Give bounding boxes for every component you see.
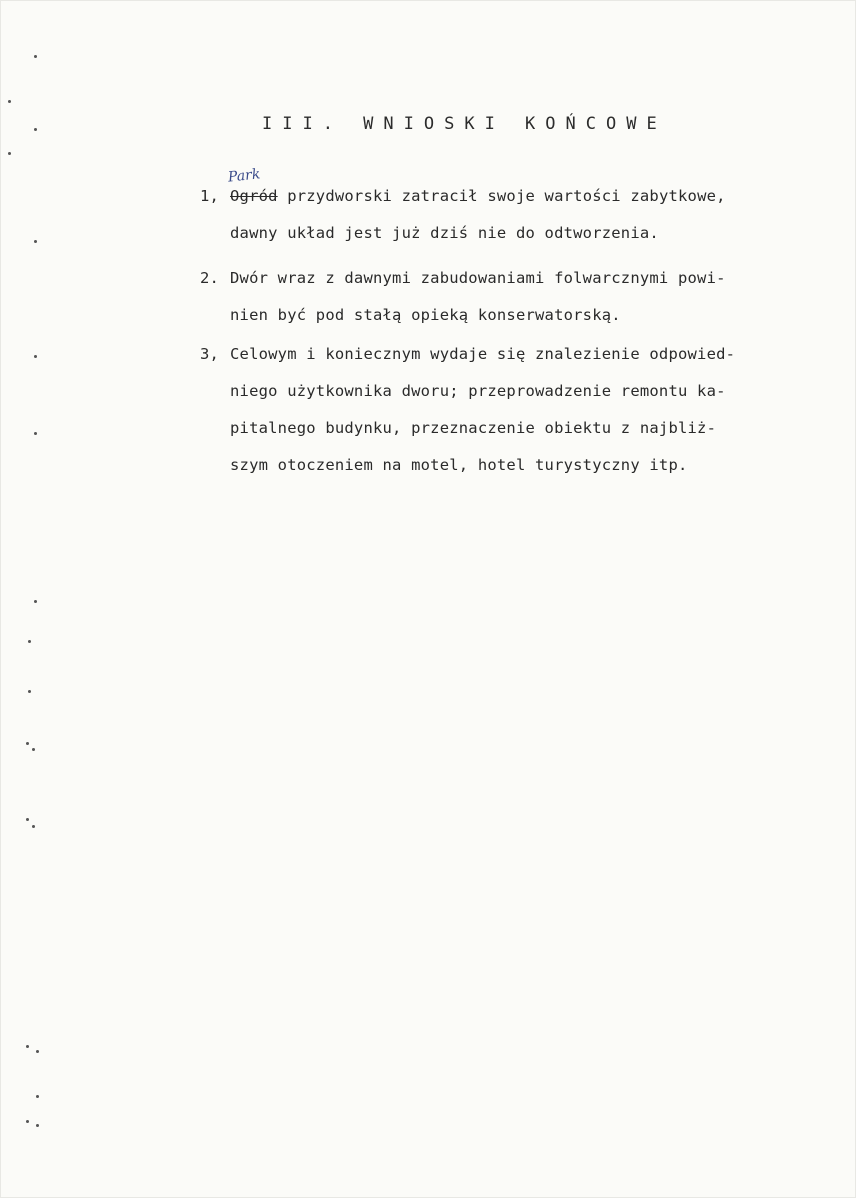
scan-speck	[32, 825, 35, 828]
handwritten-annotation: Park	[227, 166, 262, 186]
item-number: 2.	[200, 269, 220, 287]
scan-speck	[34, 600, 37, 603]
scan-speck	[36, 1050, 39, 1053]
scan-speck	[8, 100, 11, 103]
scan-speck	[34, 355, 37, 358]
scan-speck	[34, 432, 37, 435]
conclusion-item-3	[200, 336, 800, 484]
item-2-line-2: nien być pod stałą opieką konserwatorską.	[230, 306, 621, 324]
scan-speck	[34, 240, 37, 243]
scan-speck	[36, 1095, 39, 1098]
scan-speck	[32, 748, 35, 751]
item-text: przydworski zatracił swoje wartości zabytkowe,	[277, 187, 726, 205]
item-3-line-4: szym otoczeniem na motel, hotel turystyczny itp.	[230, 456, 688, 474]
scan-speck	[26, 1045, 29, 1048]
scan-speck	[34, 55, 37, 58]
conclusion-item-1	[200, 178, 800, 252]
scan-speck	[28, 640, 31, 643]
item-3-line-3: pitalnego budynku, przeznaczenie obiektu z najbliż-	[230, 419, 717, 437]
struck-word: Ogród	[230, 187, 278, 205]
scan-speck	[34, 128, 37, 131]
item-1-line-1	[200, 178, 800, 215]
item-number: 3,	[200, 345, 220, 363]
item-number: 1,	[200, 187, 220, 205]
page-title: III. WNIOSKI KOŃCOWE	[262, 114, 667, 134]
item-3-line-2: niego użytkownika dworu; przeprowadzenie remontu ka-	[230, 382, 726, 400]
scan-speck	[36, 1124, 39, 1127]
item-3-line-1	[200, 336, 800, 373]
item-2-line-1	[200, 260, 800, 297]
scan-speck	[26, 742, 29, 745]
conclusion-item-2	[200, 260, 800, 334]
item-1-line-2: dawny układ jest już dziś nie do odtworzenia.	[230, 224, 659, 242]
scan-speck	[26, 818, 29, 821]
item-text: Celowym i koniecznym wydaje się znalezienie odpowied-	[230, 345, 736, 363]
scan-speck	[8, 152, 11, 155]
scan-speck	[26, 1120, 29, 1123]
scan-speck	[28, 690, 31, 693]
item-text: Dwór wraz z dawnymi zabudowaniami folwarcznymi powi-	[230, 269, 726, 287]
